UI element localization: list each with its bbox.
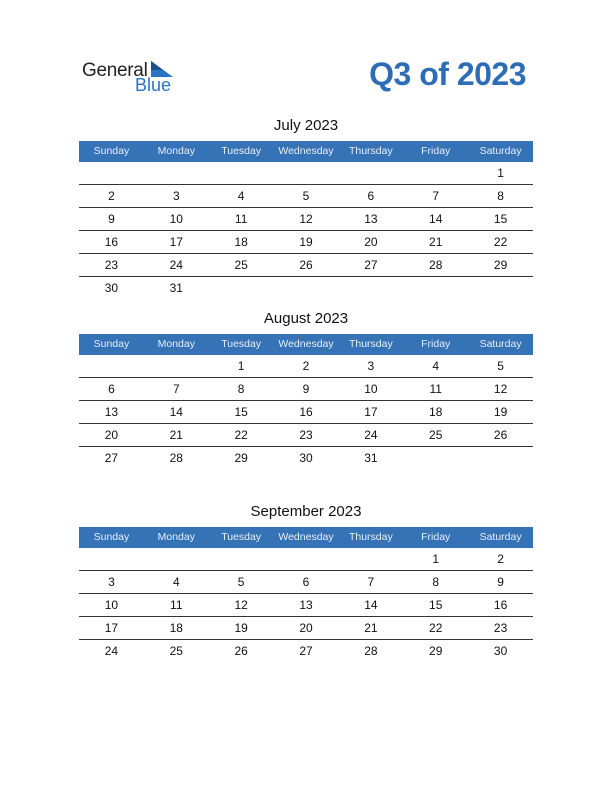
day-cell: 11	[429, 382, 442, 396]
day-cell: 26	[493, 428, 508, 442]
day-cell: 16	[104, 235, 119, 249]
day-cell: 20	[299, 621, 313, 635]
day-cell: 2	[108, 189, 115, 203]
day-cell: 19	[234, 621, 248, 635]
day-cell: 7	[432, 189, 440, 203]
day-cell: 22	[234, 428, 248, 442]
day-cell	[79, 162, 144, 184]
day-cell: 21	[364, 621, 378, 635]
day-cell: 23	[104, 258, 119, 272]
day-cell	[468, 447, 533, 469]
week-row	[79, 617, 533, 640]
week-row	[79, 208, 533, 231]
day-cell	[338, 162, 403, 184]
day-cell: 25	[169, 644, 183, 658]
weekday-header	[79, 334, 533, 355]
day-cell	[209, 277, 274, 299]
week-row	[79, 185, 533, 208]
day-cell: 27	[104, 451, 119, 465]
day-cell: 10	[104, 598, 119, 612]
day-cell: 14	[364, 598, 378, 612]
day-cell: 21	[169, 428, 183, 442]
day-cell: 1	[432, 552, 440, 566]
day-cell: 9	[108, 212, 115, 226]
day-cell	[274, 548, 339, 570]
weekday-label: Saturday	[479, 145, 522, 157]
day-cell: 27	[364, 258, 378, 272]
day-cell: 14	[169, 405, 183, 419]
weekday-label: Sunday	[93, 338, 130, 350]
week-row	[79, 378, 533, 401]
day-cell: 31	[364, 451, 378, 465]
day-cell: 17	[104, 621, 119, 635]
day-cell	[144, 355, 209, 377]
day-cell: 8	[237, 382, 245, 396]
day-cell: 16	[299, 405, 313, 419]
weekday-label: Tuesday	[221, 531, 262, 543]
day-cell: 23	[299, 428, 313, 442]
day-cell: 13	[104, 405, 119, 419]
week-row	[79, 355, 533, 378]
day-cell: 9	[302, 382, 310, 396]
day-cell: 17	[364, 405, 378, 419]
logo-blue-text: Blue	[135, 75, 172, 95]
week-row	[79, 231, 533, 254]
weekday-label: Monday	[157, 338, 195, 350]
day-cell: 20	[104, 428, 119, 442]
weekday-label: Wednesday	[278, 145, 334, 157]
day-cell	[209, 548, 274, 570]
day-cell: 21	[429, 235, 443, 249]
day-cell: 19	[493, 405, 508, 419]
day-cell: 7	[172, 382, 180, 396]
day-cell: 31	[169, 281, 183, 295]
weekday-label: Tuesday	[221, 338, 262, 350]
day-cell: 9	[497, 575, 504, 589]
weekday-header	[79, 527, 533, 548]
week-row	[79, 424, 533, 447]
day-cell: 3	[172, 189, 180, 203]
weekday-label: Friday	[421, 338, 451, 350]
day-cell: 12	[493, 382, 508, 396]
day-cell	[274, 162, 339, 184]
day-cell: 15	[234, 405, 248, 419]
day-cell: 15	[429, 598, 443, 612]
weekday-label: Friday	[421, 145, 451, 157]
weekday-label: Sunday	[93, 531, 130, 543]
day-cell: 3	[367, 359, 375, 373]
day-cell: 1	[237, 359, 245, 373]
week-row	[79, 254, 533, 277]
day-cell: 30	[299, 451, 313, 465]
weekday-label: Wednesday	[278, 338, 334, 350]
weekday-label: Thursday	[348, 531, 393, 543]
day-cell: 23	[493, 621, 508, 635]
week-row	[79, 447, 533, 469]
day-cell: 5	[497, 359, 504, 373]
page-title: Q3 of 2023	[369, 56, 526, 92]
day-cell: 1	[497, 166, 504, 180]
day-cell: 8	[432, 575, 440, 589]
day-cell: 24	[169, 258, 183, 272]
day-cell: 11	[170, 598, 183, 612]
day-cell: 2	[302, 359, 310, 373]
day-cell	[144, 162, 209, 184]
weekday-label: Thursday	[348, 145, 393, 157]
day-cell: 27	[299, 644, 313, 658]
day-cell: 13	[299, 598, 313, 612]
month-july	[79, 116, 533, 299]
day-cell	[338, 277, 403, 299]
day-cell: 8	[497, 189, 504, 203]
weekday-label: Monday	[157, 145, 195, 157]
day-cell: 13	[364, 212, 378, 226]
day-cell: 5	[302, 189, 310, 203]
month-title: August 2023	[263, 310, 349, 327]
day-cell: 29	[234, 451, 248, 465]
day-cell	[403, 277, 468, 299]
weekday-label: Wednesday	[278, 531, 334, 543]
day-cell	[403, 447, 468, 469]
weekday-label: Sunday	[93, 145, 130, 157]
weekday-label: Saturday	[479, 531, 522, 543]
month-september	[79, 502, 533, 662]
day-cell: 28	[429, 258, 443, 272]
day-cell: 25	[429, 428, 443, 442]
day-cell: 30	[104, 281, 119, 295]
day-cell	[79, 355, 144, 377]
day-cell: 18	[234, 235, 248, 249]
day-cell: 4	[237, 189, 245, 203]
day-cell: 3	[108, 575, 115, 589]
day-cell: 10	[364, 382, 378, 396]
day-cell: 18	[169, 621, 183, 635]
week-row	[79, 401, 533, 424]
day-cell: 10	[169, 212, 183, 226]
day-cell: 29	[429, 644, 443, 658]
day-cell: 4	[172, 575, 180, 589]
day-cell: 24	[104, 644, 119, 658]
day-cell: 18	[429, 405, 443, 419]
day-cell	[403, 162, 468, 184]
day-cell: 12	[299, 212, 313, 226]
day-cell: 4	[432, 359, 440, 373]
generalblue-logo	[82, 58, 192, 98]
day-cell: 28	[169, 451, 183, 465]
day-cell	[274, 277, 339, 299]
weekday-label: Friday	[421, 531, 451, 543]
day-cell: 28	[364, 644, 378, 658]
day-cell: 6	[108, 382, 115, 396]
day-cell: 6	[302, 575, 310, 589]
week-row	[79, 277, 533, 299]
day-cell: 25	[234, 258, 248, 272]
day-cell: 26	[234, 644, 248, 658]
day-cell: 11	[234, 212, 248, 226]
day-cell	[79, 548, 144, 570]
day-cell: 22	[493, 235, 508, 249]
weekday-label: Monday	[157, 531, 195, 543]
day-cell: 20	[364, 235, 378, 249]
day-cell: 15	[493, 212, 508, 226]
day-cell: 2	[497, 552, 504, 566]
week-row	[79, 640, 533, 662]
week-row	[79, 571, 533, 594]
day-cell: 16	[493, 598, 508, 612]
day-cell: 30	[493, 644, 508, 658]
day-cell	[144, 548, 209, 570]
weekday-label: Tuesday	[221, 145, 262, 157]
day-cell: 19	[299, 235, 313, 249]
day-cell: 12	[234, 598, 248, 612]
week-row	[79, 594, 533, 617]
day-cell: 22	[429, 621, 443, 635]
day-cell: 5	[237, 575, 245, 589]
day-cell	[338, 548, 403, 570]
week-row	[79, 548, 533, 571]
day-cell	[209, 162, 274, 184]
logo-general-text: General	[82, 60, 148, 81]
day-cell: 7	[367, 575, 375, 589]
weekday-header	[79, 141, 533, 162]
day-cell: 26	[299, 258, 313, 272]
week-row	[79, 162, 533, 185]
day-cell	[468, 277, 533, 299]
weekday-label: Thursday	[348, 338, 393, 350]
day-cell: 17	[169, 235, 183, 249]
day-cell: 14	[429, 212, 443, 226]
month-title: September 2023	[250, 503, 362, 520]
month-august	[79, 309, 533, 469]
month-title: July 2023	[273, 117, 339, 134]
day-cell: 29	[493, 258, 508, 272]
day-cell: 24	[364, 428, 378, 442]
weekday-label: Saturday	[479, 338, 522, 350]
day-cell: 6	[367, 189, 375, 203]
